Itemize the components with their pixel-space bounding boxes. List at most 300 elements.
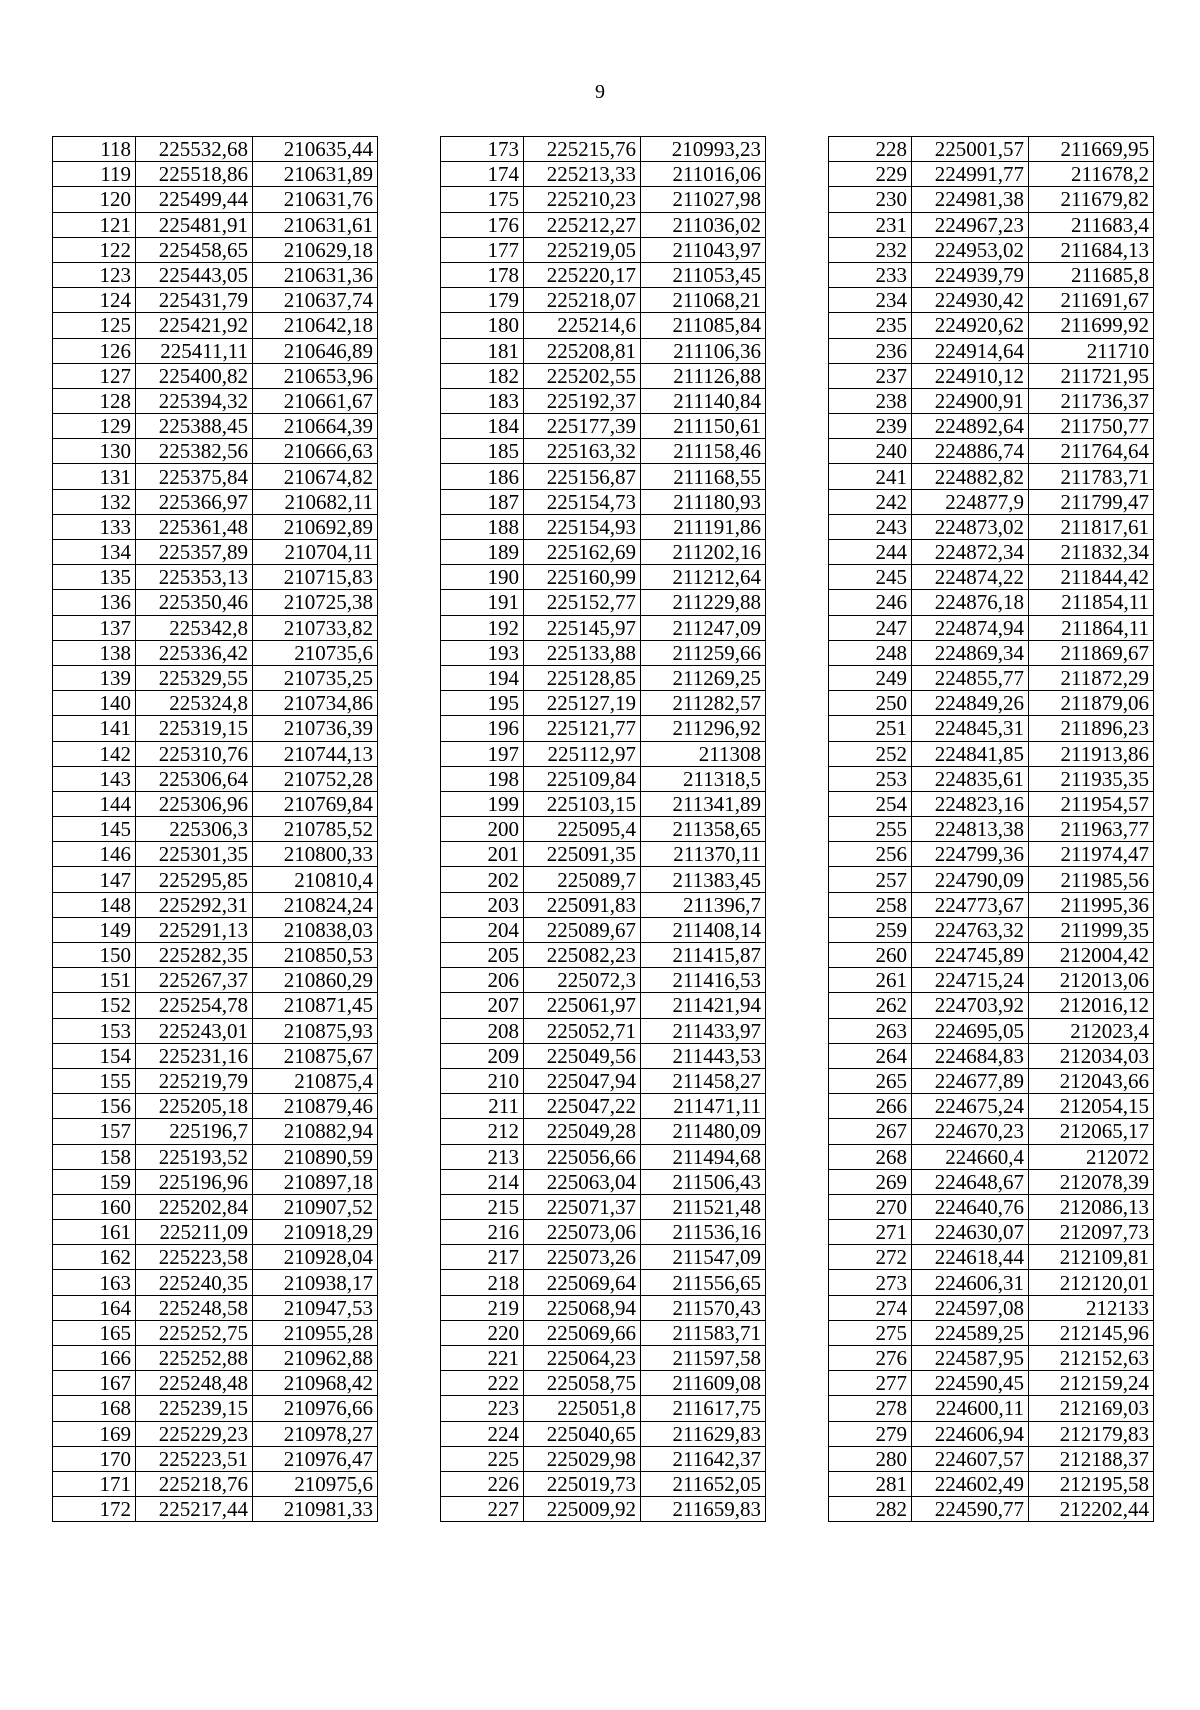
x-coordinate-cell: 224841,85 bbox=[912, 741, 1029, 766]
table-row bbox=[829, 439, 1154, 464]
table-row bbox=[829, 1295, 1154, 1320]
x-coordinate-cell: 225532,68 bbox=[136, 137, 253, 162]
x-coordinate-cell: 225217,44 bbox=[136, 1497, 253, 1522]
x-coordinate-cell: 224648,67 bbox=[912, 1169, 1029, 1194]
x-coordinate-cell: 225071,37 bbox=[524, 1194, 641, 1219]
x-coordinate-cell: 224991,77 bbox=[912, 162, 1029, 187]
x-coordinate-cell: 225154,93 bbox=[524, 514, 641, 539]
point-number-cell: 134 bbox=[53, 540, 136, 565]
table-row bbox=[441, 917, 766, 942]
point-number-cell: 157 bbox=[53, 1119, 136, 1144]
y-coordinate-cell: 210938,17 bbox=[253, 1270, 378, 1295]
point-number-cell: 207 bbox=[441, 993, 524, 1018]
x-coordinate-cell: 225103,15 bbox=[524, 791, 641, 816]
y-coordinate-cell: 212169,03 bbox=[1029, 1396, 1154, 1421]
table-row bbox=[829, 540, 1154, 565]
y-coordinate-cell: 210769,84 bbox=[253, 791, 378, 816]
y-coordinate-cell: 212159,24 bbox=[1029, 1371, 1154, 1396]
table-row bbox=[53, 1421, 378, 1446]
point-number-cell: 128 bbox=[53, 388, 136, 413]
table-row bbox=[53, 943, 378, 968]
table-row bbox=[441, 1119, 766, 1144]
y-coordinate-cell: 211954,57 bbox=[1029, 791, 1154, 816]
y-coordinate-cell: 211247,09 bbox=[641, 615, 766, 640]
y-coordinate-cell: 211679,82 bbox=[1029, 187, 1154, 212]
table-row bbox=[53, 716, 378, 741]
table-row bbox=[53, 388, 378, 413]
point-number-cell: 233 bbox=[829, 262, 912, 287]
y-coordinate-cell: 211736,37 bbox=[1029, 388, 1154, 413]
table-row bbox=[441, 313, 766, 338]
table-row bbox=[441, 1068, 766, 1093]
y-coordinate-cell: 211999,35 bbox=[1029, 917, 1154, 942]
y-coordinate-cell: 211212,64 bbox=[641, 565, 766, 590]
table-row bbox=[53, 791, 378, 816]
table-row bbox=[829, 363, 1154, 388]
table-row bbox=[829, 338, 1154, 363]
point-number-cell: 163 bbox=[53, 1270, 136, 1295]
x-coordinate-cell: 225394,32 bbox=[136, 388, 253, 413]
y-coordinate-cell: 210635,44 bbox=[253, 137, 378, 162]
table-row bbox=[53, 212, 378, 237]
x-coordinate-cell: 225196,96 bbox=[136, 1169, 253, 1194]
y-coordinate-cell: 210875,67 bbox=[253, 1043, 378, 1068]
table-row bbox=[829, 1270, 1154, 1295]
x-coordinate-cell: 225069,64 bbox=[524, 1270, 641, 1295]
point-number-cell: 226 bbox=[441, 1471, 524, 1496]
x-coordinate-cell: 225324,8 bbox=[136, 691, 253, 716]
x-coordinate-cell: 224892,64 bbox=[912, 414, 1029, 439]
point-number-cell: 243 bbox=[829, 514, 912, 539]
point-number-cell: 252 bbox=[829, 741, 912, 766]
table-row bbox=[441, 288, 766, 313]
point-number-cell: 224 bbox=[441, 1421, 524, 1446]
table-row bbox=[829, 640, 1154, 665]
x-coordinate-cell: 224618,44 bbox=[912, 1245, 1029, 1270]
y-coordinate-cell: 210981,33 bbox=[253, 1497, 378, 1522]
point-number-cell: 147 bbox=[53, 867, 136, 892]
y-coordinate-cell: 212004,42 bbox=[1029, 943, 1154, 968]
x-coordinate-cell: 225009,92 bbox=[524, 1497, 641, 1522]
table-row bbox=[829, 489, 1154, 514]
y-coordinate-cell: 211415,87 bbox=[641, 943, 766, 968]
point-number-cell: 198 bbox=[441, 766, 524, 791]
table-row bbox=[829, 615, 1154, 640]
table-row bbox=[829, 1094, 1154, 1119]
y-coordinate-cell: 211480,09 bbox=[641, 1119, 766, 1144]
point-number-cell: 271 bbox=[829, 1220, 912, 1245]
table-row bbox=[441, 137, 766, 162]
table-row bbox=[441, 262, 766, 287]
table-row bbox=[53, 741, 378, 766]
point-number-cell: 268 bbox=[829, 1144, 912, 1169]
y-coordinate-cell: 210666,63 bbox=[253, 439, 378, 464]
point-number-cell: 135 bbox=[53, 565, 136, 590]
table-row bbox=[441, 565, 766, 590]
point-number-cell: 131 bbox=[53, 464, 136, 489]
table-row bbox=[53, 338, 378, 363]
point-number-cell: 145 bbox=[53, 817, 136, 842]
table-row bbox=[53, 565, 378, 590]
y-coordinate-cell: 211053,45 bbox=[641, 262, 766, 287]
y-coordinate-cell: 210871,45 bbox=[253, 993, 378, 1018]
table-row bbox=[53, 414, 378, 439]
x-coordinate-cell: 224930,42 bbox=[912, 288, 1029, 313]
table-row bbox=[441, 1094, 766, 1119]
point-number-cell: 254 bbox=[829, 791, 912, 816]
point-number-cell: 191 bbox=[441, 590, 524, 615]
y-coordinate-cell: 211832,34 bbox=[1029, 540, 1154, 565]
y-coordinate-cell: 211817,61 bbox=[1029, 514, 1154, 539]
point-number-cell: 253 bbox=[829, 766, 912, 791]
y-coordinate-cell: 211783,71 bbox=[1029, 464, 1154, 489]
y-coordinate-cell: 211085,84 bbox=[641, 313, 766, 338]
x-coordinate-cell: 225064,23 bbox=[524, 1346, 641, 1371]
y-coordinate-cell: 211659,83 bbox=[641, 1497, 766, 1522]
x-coordinate-cell: 225252,75 bbox=[136, 1320, 253, 1345]
point-number-cell: 179 bbox=[441, 288, 524, 313]
x-coordinate-cell: 225082,23 bbox=[524, 943, 641, 968]
x-coordinate-cell: 225047,22 bbox=[524, 1094, 641, 1119]
point-number-cell: 249 bbox=[829, 665, 912, 690]
point-number-cell: 263 bbox=[829, 1018, 912, 1043]
point-number-cell: 162 bbox=[53, 1245, 136, 1270]
x-coordinate-cell: 225193,52 bbox=[136, 1144, 253, 1169]
point-number-cell: 119 bbox=[53, 162, 136, 187]
point-number-cell: 238 bbox=[829, 388, 912, 413]
x-coordinate-cell: 225254,78 bbox=[136, 993, 253, 1018]
point-number-cell: 266 bbox=[829, 1094, 912, 1119]
point-number-cell: 232 bbox=[829, 237, 912, 262]
y-coordinate-cell: 211963,77 bbox=[1029, 817, 1154, 842]
x-coordinate-cell: 225252,88 bbox=[136, 1346, 253, 1371]
x-coordinate-cell: 225152,77 bbox=[524, 590, 641, 615]
y-coordinate-cell: 211126,88 bbox=[641, 363, 766, 388]
point-number-cell: 169 bbox=[53, 1421, 136, 1446]
y-coordinate-cell: 211669,95 bbox=[1029, 137, 1154, 162]
x-coordinate-cell: 225058,75 bbox=[524, 1371, 641, 1396]
table-row bbox=[53, 262, 378, 287]
table-row bbox=[441, 237, 766, 262]
point-number-cell: 155 bbox=[53, 1068, 136, 1093]
x-coordinate-cell: 224900,91 bbox=[912, 388, 1029, 413]
y-coordinate-cell: 210947,53 bbox=[253, 1295, 378, 1320]
point-number-cell: 127 bbox=[53, 363, 136, 388]
x-coordinate-cell: 224855,77 bbox=[912, 665, 1029, 690]
x-coordinate-cell: 225210,23 bbox=[524, 187, 641, 212]
x-coordinate-cell: 224600,11 bbox=[912, 1396, 1029, 1421]
y-coordinate-cell: 210682,11 bbox=[253, 489, 378, 514]
y-coordinate-cell: 210752,28 bbox=[253, 766, 378, 791]
x-coordinate-cell: 224920,62 bbox=[912, 313, 1029, 338]
y-coordinate-cell: 210838,03 bbox=[253, 917, 378, 942]
point-number-cell: 205 bbox=[441, 943, 524, 968]
x-coordinate-cell: 225240,35 bbox=[136, 1270, 253, 1295]
point-number-cell: 264 bbox=[829, 1043, 912, 1068]
point-number-cell: 184 bbox=[441, 414, 524, 439]
x-coordinate-cell: 224745,89 bbox=[912, 943, 1029, 968]
y-coordinate-cell: 211506,43 bbox=[641, 1169, 766, 1194]
point-number-cell: 230 bbox=[829, 187, 912, 212]
y-coordinate-cell: 211617,75 bbox=[641, 1396, 766, 1421]
x-coordinate-cell: 224981,38 bbox=[912, 187, 1029, 212]
point-number-cell: 199 bbox=[441, 791, 524, 816]
point-number-cell: 142 bbox=[53, 741, 136, 766]
x-coordinate-cell: 224886,74 bbox=[912, 439, 1029, 464]
y-coordinate-cell: 211995,36 bbox=[1029, 892, 1154, 917]
point-number-cell: 223 bbox=[441, 1396, 524, 1421]
x-coordinate-cell: 224715,24 bbox=[912, 968, 1029, 993]
y-coordinate-cell: 211844,42 bbox=[1029, 565, 1154, 590]
table-row bbox=[441, 766, 766, 791]
y-coordinate-cell: 212086,13 bbox=[1029, 1194, 1154, 1219]
x-coordinate-cell: 225357,89 bbox=[136, 540, 253, 565]
y-coordinate-cell: 210674,82 bbox=[253, 464, 378, 489]
y-coordinate-cell: 211150,61 bbox=[641, 414, 766, 439]
x-coordinate-cell: 225040,65 bbox=[524, 1421, 641, 1446]
table-row bbox=[53, 640, 378, 665]
y-coordinate-cell: 210879,46 bbox=[253, 1094, 378, 1119]
point-number-cell: 174 bbox=[441, 162, 524, 187]
y-coordinate-cell: 211896,23 bbox=[1029, 716, 1154, 741]
point-number-cell: 189 bbox=[441, 540, 524, 565]
table-row bbox=[441, 1295, 766, 1320]
y-coordinate-cell: 211043,97 bbox=[641, 237, 766, 262]
table-row bbox=[53, 1371, 378, 1396]
y-coordinate-cell: 210918,29 bbox=[253, 1220, 378, 1245]
x-coordinate-cell: 225421,92 bbox=[136, 313, 253, 338]
x-coordinate-cell: 225072,3 bbox=[524, 968, 641, 993]
table-row bbox=[829, 1497, 1154, 1522]
x-coordinate-cell: 225306,3 bbox=[136, 817, 253, 842]
y-coordinate-cell: 212133 bbox=[1029, 1295, 1154, 1320]
table-row bbox=[441, 540, 766, 565]
x-coordinate-cell: 224823,16 bbox=[912, 791, 1029, 816]
point-number-cell: 201 bbox=[441, 842, 524, 867]
y-coordinate-cell: 211854,11 bbox=[1029, 590, 1154, 615]
y-coordinate-cell: 210928,04 bbox=[253, 1245, 378, 1270]
table-row bbox=[53, 313, 378, 338]
point-number-cell: 267 bbox=[829, 1119, 912, 1144]
x-coordinate-cell: 225220,17 bbox=[524, 262, 641, 287]
table-row bbox=[441, 1220, 766, 1245]
table-row bbox=[829, 1194, 1154, 1219]
x-coordinate-cell: 225342,8 bbox=[136, 615, 253, 640]
table-row bbox=[829, 1471, 1154, 1496]
y-coordinate-cell: 210725,38 bbox=[253, 590, 378, 615]
table-row bbox=[53, 187, 378, 212]
y-coordinate-cell: 210785,52 bbox=[253, 817, 378, 842]
x-coordinate-cell: 224799,36 bbox=[912, 842, 1029, 867]
table-row bbox=[441, 1320, 766, 1345]
x-coordinate-cell: 224684,83 bbox=[912, 1043, 1029, 1068]
y-coordinate-cell: 210715,83 bbox=[253, 565, 378, 590]
table-row bbox=[53, 1320, 378, 1345]
x-coordinate-cell: 225095,4 bbox=[524, 817, 641, 842]
y-coordinate-cell: 210907,52 bbox=[253, 1194, 378, 1219]
y-coordinate-cell: 210631,36 bbox=[253, 262, 378, 287]
table-row bbox=[53, 288, 378, 313]
x-coordinate-cell: 225350,46 bbox=[136, 590, 253, 615]
x-coordinate-cell: 224675,24 bbox=[912, 1094, 1029, 1119]
table-row bbox=[441, 943, 766, 968]
point-number-cell: 212 bbox=[441, 1119, 524, 1144]
y-coordinate-cell: 210975,6 bbox=[253, 1471, 378, 1496]
y-coordinate-cell: 211872,29 bbox=[1029, 665, 1154, 690]
table-row bbox=[829, 1446, 1154, 1471]
coordinates-table-2 bbox=[440, 136, 766, 1522]
point-number-cell: 215 bbox=[441, 1194, 524, 1219]
y-coordinate-cell: 212202,44 bbox=[1029, 1497, 1154, 1522]
point-number-cell: 214 bbox=[441, 1169, 524, 1194]
point-number-cell: 261 bbox=[829, 968, 912, 993]
y-coordinate-cell: 211684,13 bbox=[1029, 237, 1154, 262]
point-number-cell: 129 bbox=[53, 414, 136, 439]
point-number-cell: 154 bbox=[53, 1043, 136, 1068]
table-row bbox=[441, 1018, 766, 1043]
x-coordinate-cell: 225052,71 bbox=[524, 1018, 641, 1043]
table-row bbox=[441, 1371, 766, 1396]
point-number-cell: 257 bbox=[829, 867, 912, 892]
point-number-cell: 153 bbox=[53, 1018, 136, 1043]
y-coordinate-cell: 210736,39 bbox=[253, 716, 378, 741]
y-coordinate-cell: 210824,24 bbox=[253, 892, 378, 917]
x-coordinate-cell: 225211,09 bbox=[136, 1220, 253, 1245]
x-coordinate-cell: 224660,4 bbox=[912, 1144, 1029, 1169]
table-row bbox=[829, 892, 1154, 917]
x-coordinate-cell: 225518,86 bbox=[136, 162, 253, 187]
y-coordinate-cell: 211764,64 bbox=[1029, 439, 1154, 464]
table-row bbox=[53, 867, 378, 892]
point-number-cell: 220 bbox=[441, 1320, 524, 1345]
y-coordinate-cell: 212078,39 bbox=[1029, 1169, 1154, 1194]
point-number-cell: 166 bbox=[53, 1346, 136, 1371]
point-number-cell: 227 bbox=[441, 1497, 524, 1522]
point-number-cell: 236 bbox=[829, 338, 912, 363]
point-number-cell: 159 bbox=[53, 1169, 136, 1194]
y-coordinate-cell: 211721,95 bbox=[1029, 363, 1154, 388]
x-coordinate-cell: 225219,79 bbox=[136, 1068, 253, 1093]
point-number-cell: 148 bbox=[53, 892, 136, 917]
y-coordinate-cell: 211106,36 bbox=[641, 338, 766, 363]
x-coordinate-cell: 225443,05 bbox=[136, 262, 253, 287]
y-coordinate-cell: 212120,01 bbox=[1029, 1270, 1154, 1295]
point-number-cell: 152 bbox=[53, 993, 136, 1018]
point-number-cell: 279 bbox=[829, 1421, 912, 1446]
table-row bbox=[829, 1169, 1154, 1194]
point-number-cell: 144 bbox=[53, 791, 136, 816]
y-coordinate-cell: 211556,65 bbox=[641, 1270, 766, 1295]
table-row bbox=[829, 791, 1154, 816]
table-row bbox=[441, 1471, 766, 1496]
x-coordinate-cell: 225306,64 bbox=[136, 766, 253, 791]
table-row bbox=[53, 1295, 378, 1320]
x-coordinate-cell: 225109,84 bbox=[524, 766, 641, 791]
x-coordinate-cell: 225156,87 bbox=[524, 464, 641, 489]
y-coordinate-cell: 210993,23 bbox=[641, 137, 766, 162]
table-row bbox=[53, 439, 378, 464]
point-number-cell: 247 bbox=[829, 615, 912, 640]
y-coordinate-cell: 212065,17 bbox=[1029, 1119, 1154, 1144]
point-number-cell: 206 bbox=[441, 968, 524, 993]
x-coordinate-cell: 225160,99 bbox=[524, 565, 641, 590]
y-coordinate-cell: 211318,5 bbox=[641, 766, 766, 791]
y-coordinate-cell: 211583,71 bbox=[641, 1320, 766, 1345]
table-row bbox=[441, 716, 766, 741]
y-coordinate-cell: 210735,6 bbox=[253, 640, 378, 665]
x-coordinate-cell: 225213,33 bbox=[524, 162, 641, 187]
y-coordinate-cell: 211458,27 bbox=[641, 1068, 766, 1093]
x-coordinate-cell: 225049,28 bbox=[524, 1119, 641, 1144]
x-coordinate-cell: 224874,22 bbox=[912, 565, 1029, 590]
table-row bbox=[53, 665, 378, 690]
y-coordinate-cell: 211629,83 bbox=[641, 1421, 766, 1446]
x-coordinate-cell: 225388,45 bbox=[136, 414, 253, 439]
table-row bbox=[829, 414, 1154, 439]
point-number-cell: 185 bbox=[441, 439, 524, 464]
y-coordinate-cell: 211036,02 bbox=[641, 212, 766, 237]
point-number-cell: 125 bbox=[53, 313, 136, 338]
y-coordinate-cell: 211140,84 bbox=[641, 388, 766, 413]
table-row bbox=[53, 1245, 378, 1270]
point-number-cell: 202 bbox=[441, 867, 524, 892]
y-coordinate-cell: 210733,82 bbox=[253, 615, 378, 640]
table-row bbox=[829, 187, 1154, 212]
y-coordinate-cell: 210653,96 bbox=[253, 363, 378, 388]
point-number-cell: 175 bbox=[441, 187, 524, 212]
y-coordinate-cell: 211678,2 bbox=[1029, 162, 1154, 187]
table-row bbox=[441, 817, 766, 842]
y-coordinate-cell: 211358,65 bbox=[641, 817, 766, 842]
x-coordinate-cell: 225223,51 bbox=[136, 1446, 253, 1471]
x-coordinate-cell: 224640,76 bbox=[912, 1194, 1029, 1219]
point-number-cell: 161 bbox=[53, 1220, 136, 1245]
point-number-cell: 150 bbox=[53, 943, 136, 968]
table-row bbox=[441, 489, 766, 514]
x-coordinate-cell: 225127,19 bbox=[524, 691, 641, 716]
point-number-cell: 194 bbox=[441, 665, 524, 690]
y-coordinate-cell: 211521,48 bbox=[641, 1194, 766, 1219]
x-coordinate-cell: 224876,18 bbox=[912, 590, 1029, 615]
point-number-cell: 282 bbox=[829, 1497, 912, 1522]
x-coordinate-cell: 225162,69 bbox=[524, 540, 641, 565]
x-coordinate-cell: 225073,26 bbox=[524, 1245, 641, 1270]
y-coordinate-cell: 210735,25 bbox=[253, 665, 378, 690]
point-number-cell: 186 bbox=[441, 464, 524, 489]
table-row bbox=[441, 640, 766, 665]
point-number-cell: 240 bbox=[829, 439, 912, 464]
y-coordinate-cell: 211609,08 bbox=[641, 1371, 766, 1396]
table-row bbox=[441, 1144, 766, 1169]
point-number-cell: 255 bbox=[829, 817, 912, 842]
x-coordinate-cell: 225051,8 bbox=[524, 1396, 641, 1421]
table-row bbox=[441, 691, 766, 716]
table-row bbox=[441, 791, 766, 816]
x-coordinate-cell: 224835,61 bbox=[912, 766, 1029, 791]
table-row bbox=[441, 212, 766, 237]
table-row bbox=[829, 237, 1154, 262]
x-coordinate-cell: 224590,77 bbox=[912, 1497, 1029, 1522]
point-number-cell: 274 bbox=[829, 1295, 912, 1320]
x-coordinate-cell: 225073,06 bbox=[524, 1220, 641, 1245]
y-coordinate-cell: 212195,58 bbox=[1029, 1471, 1154, 1496]
y-coordinate-cell: 210637,74 bbox=[253, 288, 378, 313]
point-number-cell: 239 bbox=[829, 414, 912, 439]
x-coordinate-cell: 225177,39 bbox=[524, 414, 641, 439]
table-row bbox=[441, 338, 766, 363]
point-number-cell: 235 bbox=[829, 313, 912, 338]
point-number-cell: 193 bbox=[441, 640, 524, 665]
